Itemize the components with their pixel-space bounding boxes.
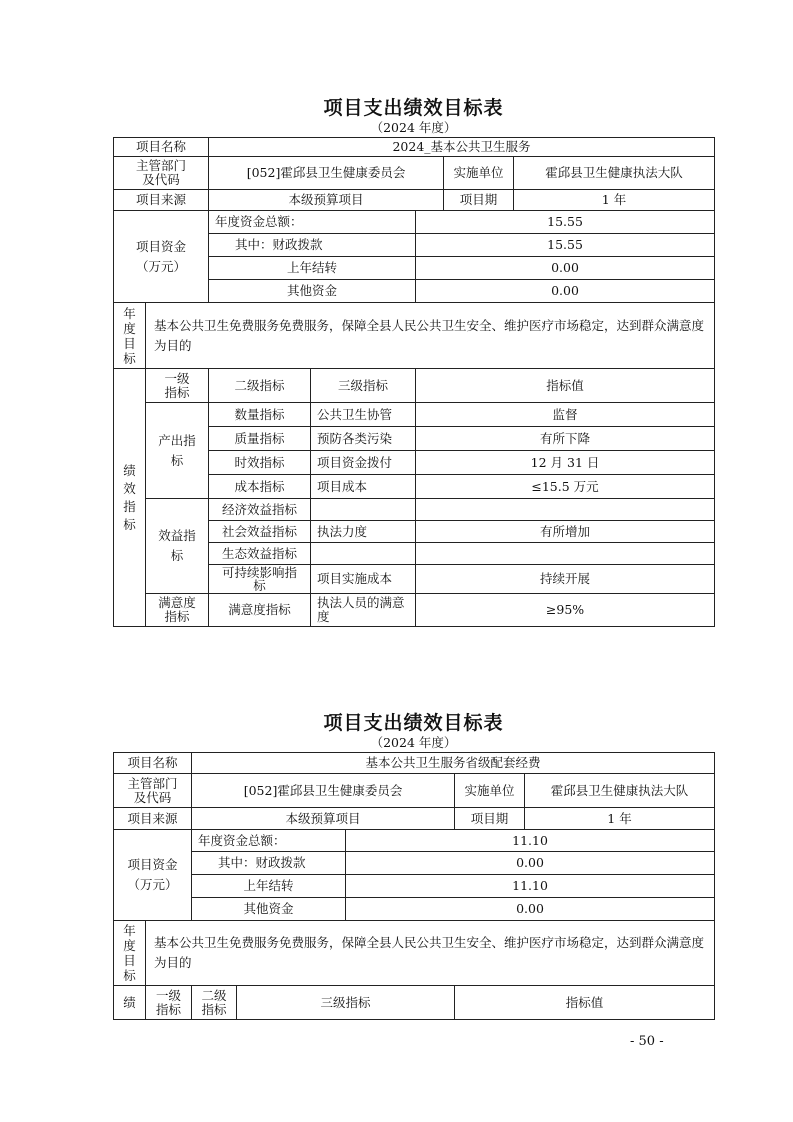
table-row	[114, 499, 715, 521]
level2-cell: 数量指标	[209, 403, 311, 427]
level3-cell: 执法力度	[311, 521, 416, 543]
table-row	[114, 594, 715, 627]
table-row	[114, 403, 715, 427]
header-level1: 一级 指标	[146, 986, 192, 1020]
dept-label: 主管部门 及代码	[114, 157, 209, 190]
table-row	[114, 808, 715, 830]
page-number: - 50 -	[630, 1034, 664, 1049]
level2-cell: 质量指标	[209, 427, 311, 451]
project-name-value: 基本公共卫生服务省级配套经费	[192, 753, 715, 774]
level3-cell: 项目资金拨付	[311, 451, 416, 475]
funds-row-value: 15.55	[416, 211, 715, 234]
funds-row-value: 0.00	[416, 257, 715, 280]
funds-row-value: 0.00	[346, 898, 715, 921]
table-row	[114, 921, 715, 986]
funds-row-value: 11.10	[346, 875, 715, 898]
source-value: 本级预算项目	[209, 190, 444, 211]
value-cell: 有所增加	[416, 521, 715, 543]
dept-value: [052]霍邱县卫生健康委员会	[192, 774, 455, 808]
header-level3: 三级指标	[237, 986, 455, 1020]
period-label: 项目期	[444, 190, 514, 211]
table-row	[114, 774, 715, 808]
impl-value: 霍邱县卫生健康执法大队	[514, 157, 715, 190]
funds-label: 项目资金 （万元）	[114, 830, 192, 921]
performance-label: 绩	[114, 986, 146, 1020]
period-value: 1 年	[514, 190, 715, 211]
level3-cell: 预防各类污染	[311, 427, 416, 451]
impl-label: 实施单位	[455, 774, 525, 808]
table-row	[114, 211, 715, 234]
impl-value: 霍邱县卫生健康执法大队	[525, 774, 715, 808]
level2-cell: 经济效益指标	[209, 499, 311, 521]
table-row	[114, 157, 715, 190]
table-row	[114, 852, 715, 875]
level2-cell: 可持续影响指 标	[209, 565, 311, 594]
funds-row-label: 其中：财政拨款	[192, 852, 346, 875]
dept-label: 主管部门 及代码	[114, 774, 192, 808]
period-label: 项目期	[455, 808, 525, 830]
source-label: 项目来源	[114, 190, 209, 211]
value-cell: ≤15.5 万元	[416, 475, 715, 499]
funds-row-label: 上年结转	[192, 875, 346, 898]
level2-cell: 社会效益指标	[209, 521, 311, 543]
funds-row-label: 年度资金总额：	[192, 830, 346, 852]
table-title: 项目支出绩效目标表	[323, 97, 504, 119]
performance-label: 绩 效 指 标	[114, 369, 146, 627]
table-row	[114, 898, 715, 921]
period-value: 1 年	[525, 808, 715, 830]
table-year: （2024 年度）	[370, 120, 457, 135]
level3-cell: 公共卫生协管	[311, 403, 416, 427]
level3-cell: 项目成本	[311, 475, 416, 499]
level2-cell: 时效指标	[209, 451, 311, 475]
table-row	[114, 190, 715, 211]
performance-table-1	[113, 96, 714, 627]
goal-table	[113, 137, 715, 627]
level3-cell: 执法人员的满意度	[311, 594, 416, 627]
value-cell	[416, 543, 715, 565]
annual-goal-text: 基本公共卫生免费服务免费服务，保障全县人民公共卫生安全、维护医疗市场稳定，达到群众满意度为目的	[146, 303, 715, 369]
table-row	[114, 753, 715, 774]
project-name-label: 项目名称	[114, 753, 192, 774]
header-level1: 一级 指标	[146, 369, 209, 403]
value-cell: 持续开展	[416, 565, 715, 594]
header-value: 指标值	[455, 986, 715, 1020]
project-name-value: 2024_基本公共卫生服务	[209, 138, 715, 157]
funds-row-label: 其他资金	[209, 280, 416, 303]
value-cell	[416, 499, 715, 521]
impl-label: 实施单位	[444, 157, 514, 190]
performance-table-2	[113, 711, 714, 1020]
header-level2: 二级指标	[209, 369, 311, 403]
annual-goal-text: 基本公共卫生免费服务免费服务，保障全县人民公共卫生安全、维护医疗市场稳定，达到群众满意度为目的	[146, 921, 715, 986]
source-label: 项目来源	[114, 808, 192, 830]
level3-cell	[311, 543, 416, 565]
project-name-label: 项目名称	[114, 138, 209, 157]
funds-row-value: 0.00	[416, 280, 715, 303]
funds-row-label: 年度资金总额：	[209, 211, 416, 234]
annual-goal-label: 年 度 目 标	[114, 921, 146, 986]
funds-row-label: 上年结转	[209, 257, 416, 280]
header-level3: 三级指标	[311, 369, 416, 403]
table-row	[114, 138, 715, 157]
level3-cell	[311, 499, 416, 521]
table-row	[114, 986, 715, 1020]
header-value: 指标值	[416, 369, 715, 403]
funds-row-label: 其中：财政拨款	[209, 234, 416, 257]
table-row	[114, 369, 715, 403]
table-row	[114, 303, 715, 369]
value-cell: 12 月 31 日	[416, 451, 715, 475]
annual-goal-label: 年 度 目 标	[114, 303, 146, 369]
funds-row-value: 0.00	[346, 852, 715, 875]
dept-value: [052]霍邱县卫生健康委员会	[209, 157, 444, 190]
source-value: 本级预算项目	[192, 808, 455, 830]
funds-row-value: 11.10	[346, 830, 715, 852]
satisfaction-indicator-label: 满意度 指标	[146, 594, 209, 627]
table-year: （2024 年度）	[370, 735, 457, 750]
funds-row-value: 15.55	[416, 234, 715, 257]
level3-cell: 项目实施成本	[311, 565, 416, 594]
table-title: 项目支出绩效目标表	[323, 712, 504, 734]
funds-row-label: 其他资金	[192, 898, 346, 921]
value-cell: 有所下降	[416, 427, 715, 451]
level2-cell: 成本指标	[209, 475, 311, 499]
funds-label: 项目资金 （万元）	[114, 211, 209, 303]
benefit-indicator-label: 效益指 标	[146, 499, 209, 594]
level2-cell: 生态效益指标	[209, 543, 311, 565]
value-cell: ≥95%	[416, 594, 715, 627]
goal-table	[113, 752, 715, 1020]
level2-cell: 满意度指标	[209, 594, 311, 627]
table-row	[114, 830, 715, 852]
header-level2: 二级 指标	[192, 986, 237, 1020]
table-row	[114, 875, 715, 898]
output-indicator-label: 产出指 标	[146, 403, 209, 499]
value-cell: 监督	[416, 403, 715, 427]
